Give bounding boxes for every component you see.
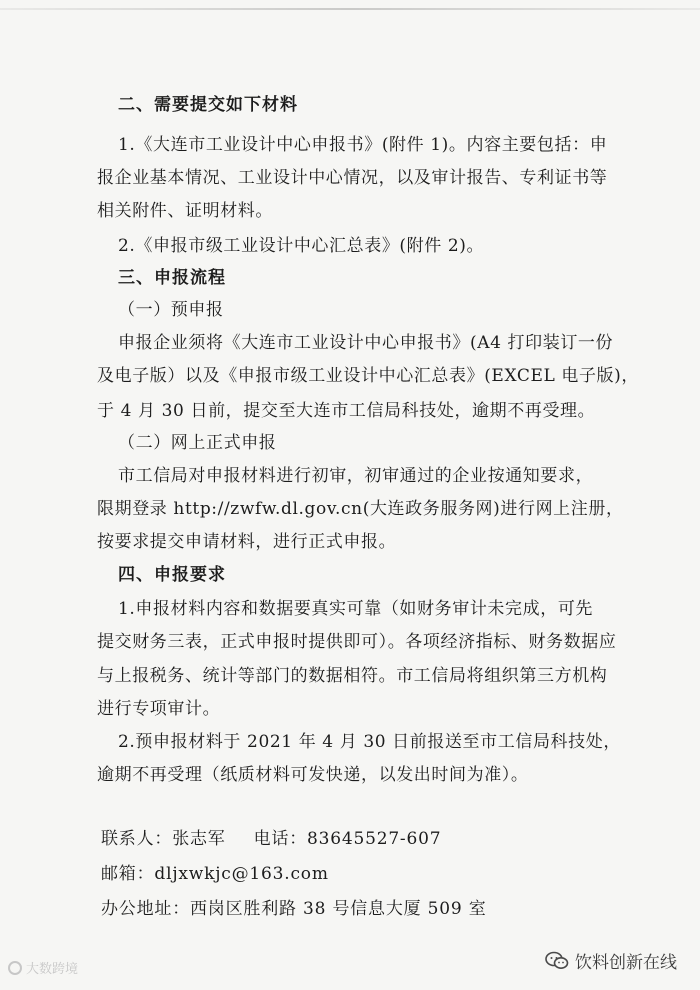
watermark-left-text: 大数跨境 (26, 962, 79, 977)
wechat-icon (545, 951, 569, 971)
text-line: 提交财务三表，正式申报时提供即可）。各项经济指标、财务数据应 (97, 632, 617, 652)
scan-edge (0, 8, 700, 10)
text-line: 1.申报材料内容和数据要真实可靠（如财务审计未完成，可先 (118, 599, 594, 619)
section-heading-process: 三、申报流程 (118, 268, 226, 288)
watermark-left (8, 958, 78, 977)
text-line: 相关附件、证明材料。 (97, 201, 273, 221)
text-line: 报企业基本情况、工业设计中心情况，以及审计报告、专利证书等 (97, 168, 608, 188)
text-line: 与上报税务、统计等部门的数据相符。市工信局将组织第三方机构 (97, 666, 608, 686)
text-line: 限期登录 http://zwfw.dl.gov.cn(大连政务服务网)进行网上注册， (97, 499, 624, 519)
section-heading-materials: 二、需要提交如下材料 (118, 95, 298, 115)
text-line: 2.预申报材料于 2021 年 4 月 30 日前报送至市工信局科技处， (118, 732, 621, 752)
text-line: 于 4 月 30 日前，提交至大连市工信局科技处，逾期不再受理。 (97, 401, 596, 421)
contact-address: 办公地址：西岗区胜利路 38 号信息大厦 509 室 (101, 899, 487, 919)
contact-person: 联系人：张志军 (101, 829, 226, 849)
text-line: 市工信局对申报材料进行初审，初审通过的企业按通知要求， (118, 466, 594, 486)
subheading-pre-application: （一）预申报 (118, 300, 224, 320)
text-line: 及电子版）以及《申报市级工业设计中心汇总表》(EXCEL 电子版)， (97, 366, 639, 386)
text-line: 2.《申报市级工业设计中心汇总表》(附件 2)。 (118, 236, 485, 256)
contact-phone: 电话：83645527-607 (253, 829, 442, 849)
text-line: 申报企业须将《大连市工业设计中心申报书》(A4 打印装订一份 (118, 333, 614, 353)
text-line: 进行专项审计。 (97, 699, 221, 719)
section-heading-requirements: 四、申报要求 (118, 565, 226, 585)
watermark-logo-icon (8, 961, 22, 975)
text-line: 按要求提交申请材料，进行正式申报。 (97, 532, 397, 552)
subheading-online-application: （二）网上正式申报 (118, 433, 277, 453)
contact-email: 邮箱：dljxwkjc@163.com (101, 864, 329, 884)
text-line: 1.《大连市工业设计中心申报书》(附件 1)。内容主要包括：申 (118, 135, 608, 155)
contact-person-and-phone (101, 827, 441, 851)
watermark-right-text: 饮料创新在线 (575, 953, 677, 973)
text-line: 逾期不再受理（纸质材料可发快递，以发出时间为准）。 (97, 765, 529, 785)
watermark-right (545, 948, 677, 973)
